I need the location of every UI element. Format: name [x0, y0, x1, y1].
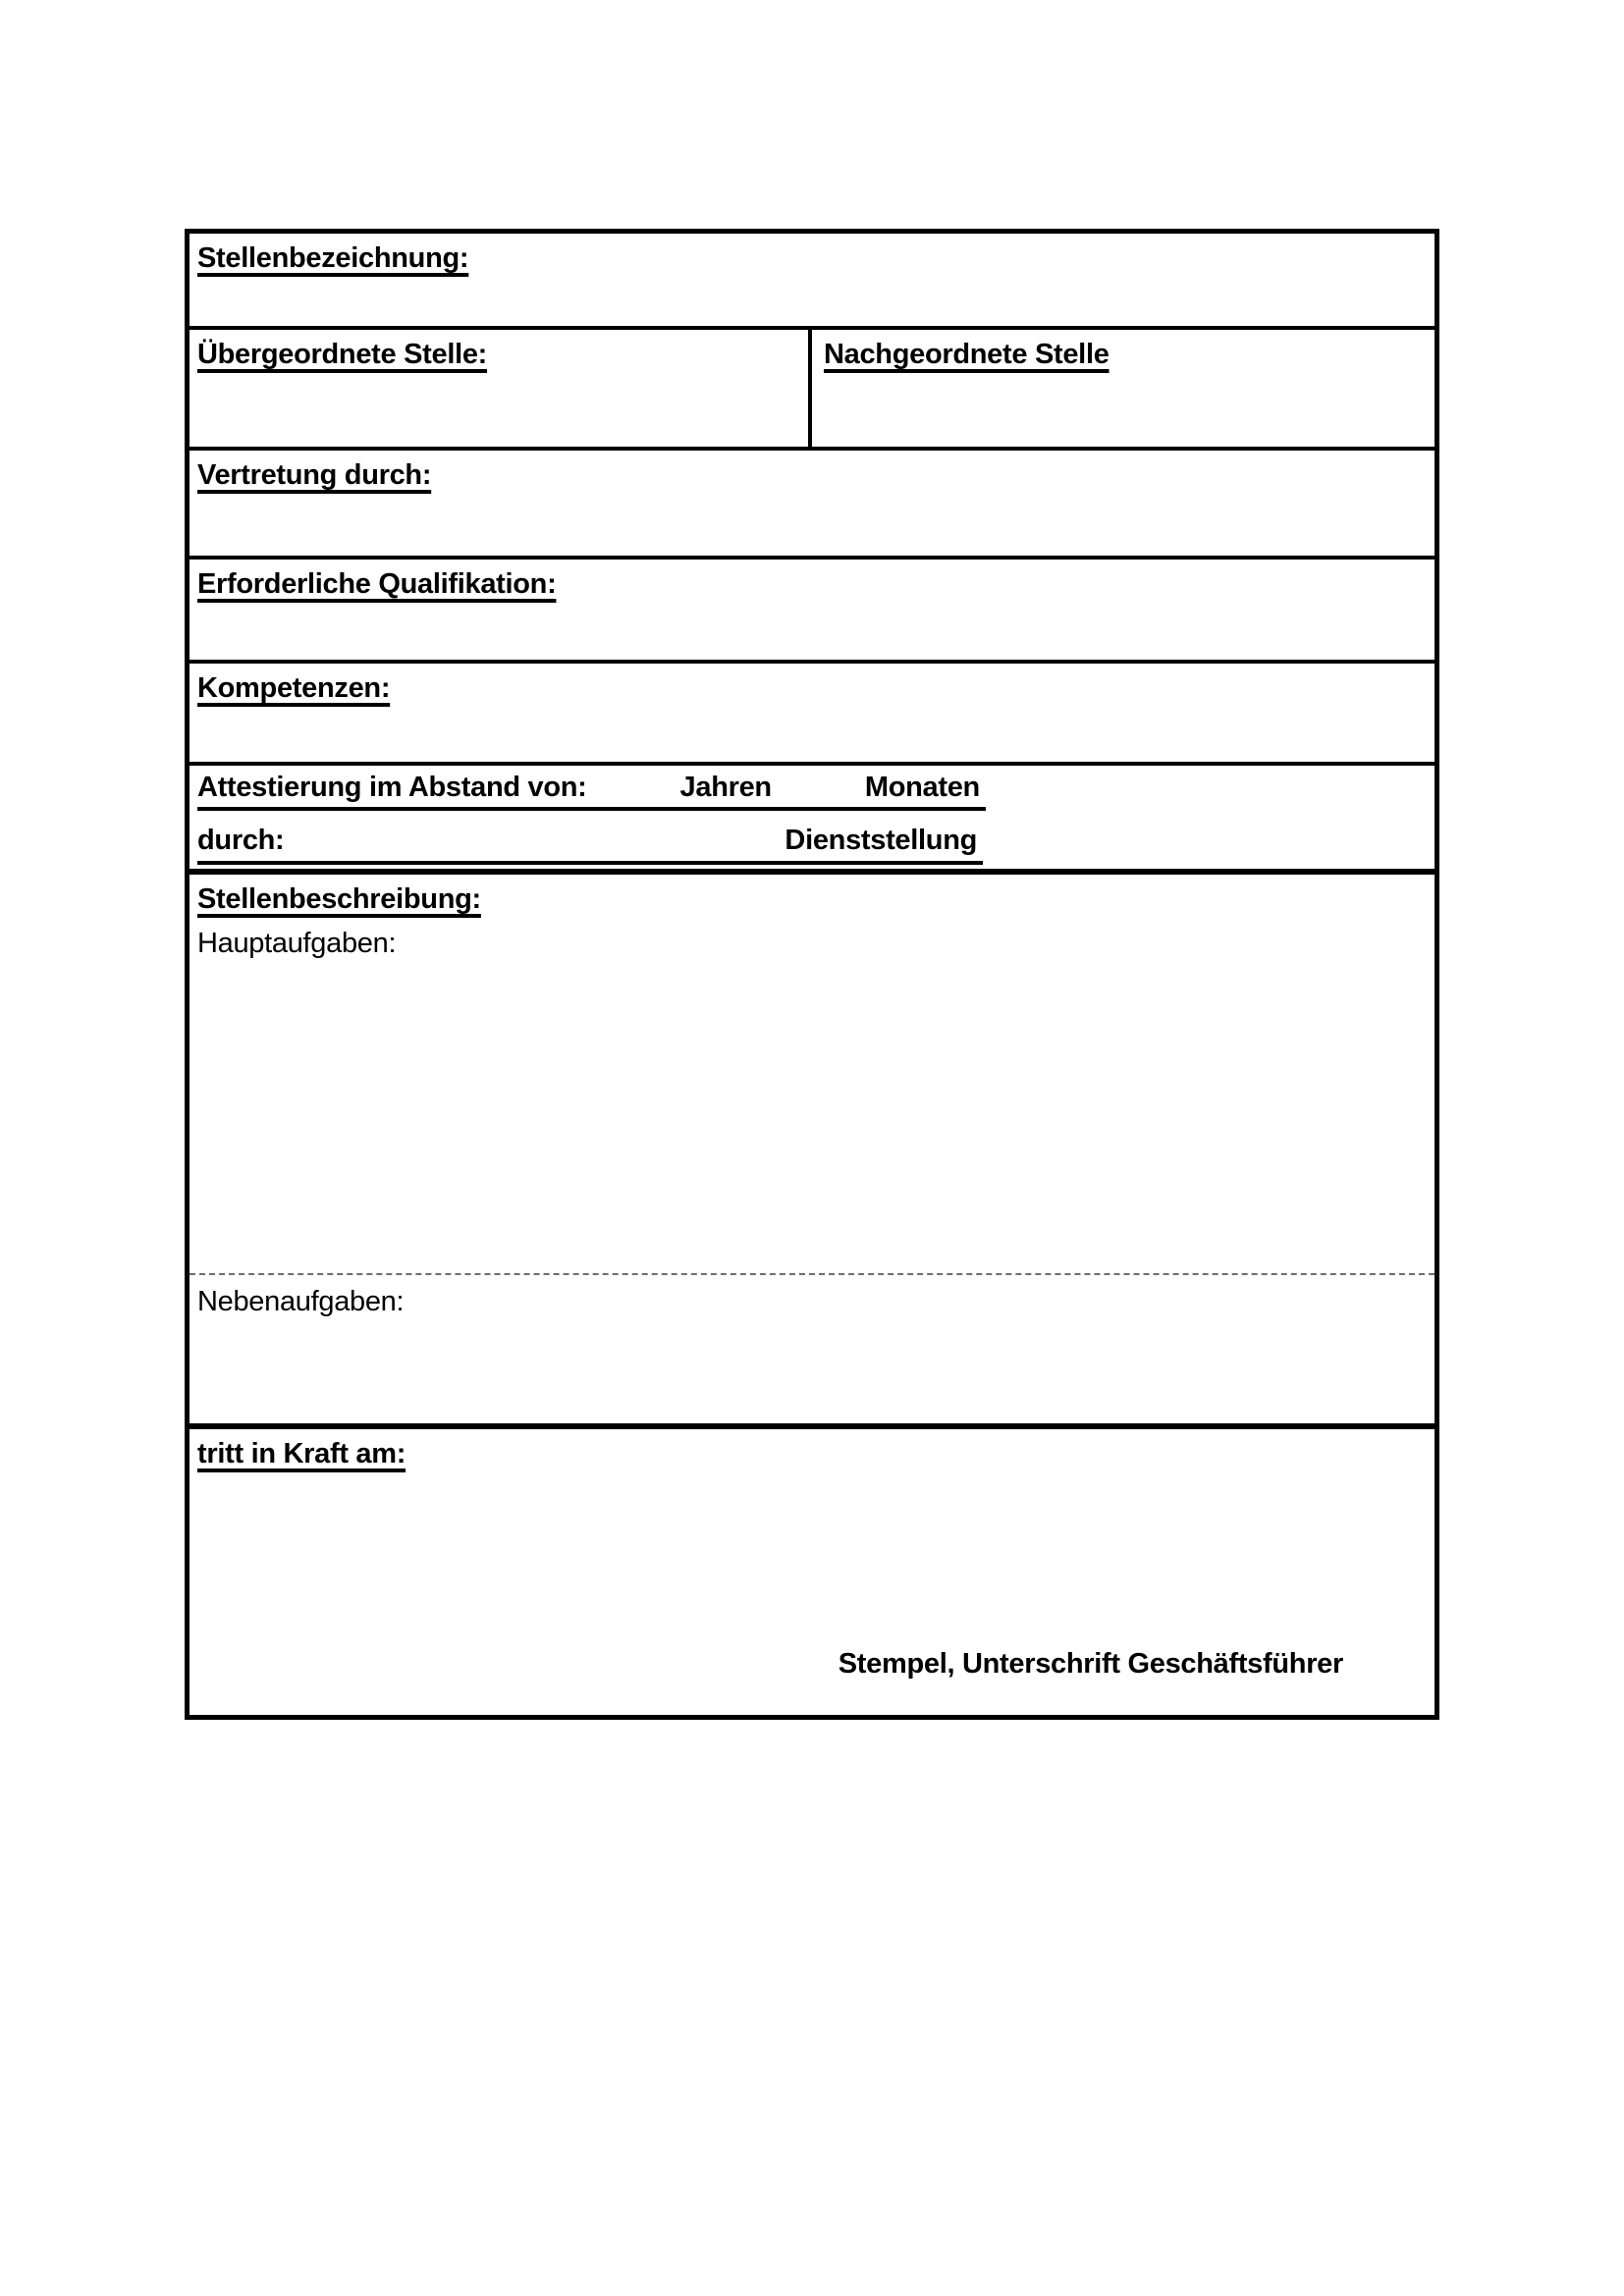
inkraft-label: tritt in Kraft am: — [197, 1438, 406, 1469]
stellenbeschreibung-form — [185, 229, 1439, 1720]
durch-input-area[interactable] — [284, 857, 785, 858]
monaten-label: Monaten — [864, 772, 980, 803]
stellenbezeichnung-label: Stellenbezeichnung: — [197, 242, 469, 274]
dienststellung-label: Dienststellung — [785, 825, 978, 857]
durch-line — [197, 825, 983, 864]
nachgeordnete-stelle-field[interactable] — [812, 330, 1435, 447]
inkraft-field[interactable] — [189, 1429, 1435, 1715]
uebergeordnete-stelle-field[interactable] — [189, 330, 812, 447]
nachgeordnete-stelle-label: Nachgeordnete Stelle — [824, 339, 1110, 370]
qualifikation-label: Erforderliche Qualifikation: — [197, 568, 557, 600]
attestierung-row — [189, 766, 1435, 875]
kompetenzen-label: Kompetenzen: — [197, 672, 391, 704]
jahre-input-area[interactable] — [587, 803, 680, 804]
hauptaufgaben-label: Hauptaufgaben: — [197, 928, 397, 960]
hauptaufgaben-field[interactable] — [189, 875, 1435, 1275]
jahren-label: Jahren — [679, 772, 772, 803]
nebenaufgaben-field[interactable] — [189, 1275, 1435, 1429]
attestierung-line — [197, 772, 986, 811]
uebergeordnete-stelle-label: Übergeordnete Stelle: — [197, 339, 488, 370]
vertretung-label: Vertretung durch: — [197, 459, 432, 491]
stellen-row — [189, 330, 1435, 451]
attestierung-label: Attestierung im Abstand von: — [197, 772, 587, 803]
qualifikation-field[interactable] — [189, 560, 1435, 664]
signature-caption: Stempel, Unterschrift Geschäftsführer — [838, 1648, 1343, 1680]
stellenbeschreibung-label: Stellenbeschreibung: — [197, 883, 481, 915]
stellenbezeichnung-field[interactable] — [189, 234, 1435, 330]
kompetenzen-field[interactable] — [189, 664, 1435, 766]
durch-label: durch: — [197, 825, 285, 857]
vertretung-field[interactable] — [189, 451, 1435, 560]
nebenaufgaben-label: Nebenaufgaben: — [197, 1286, 405, 1317]
monate-input-area[interactable] — [772, 803, 865, 804]
